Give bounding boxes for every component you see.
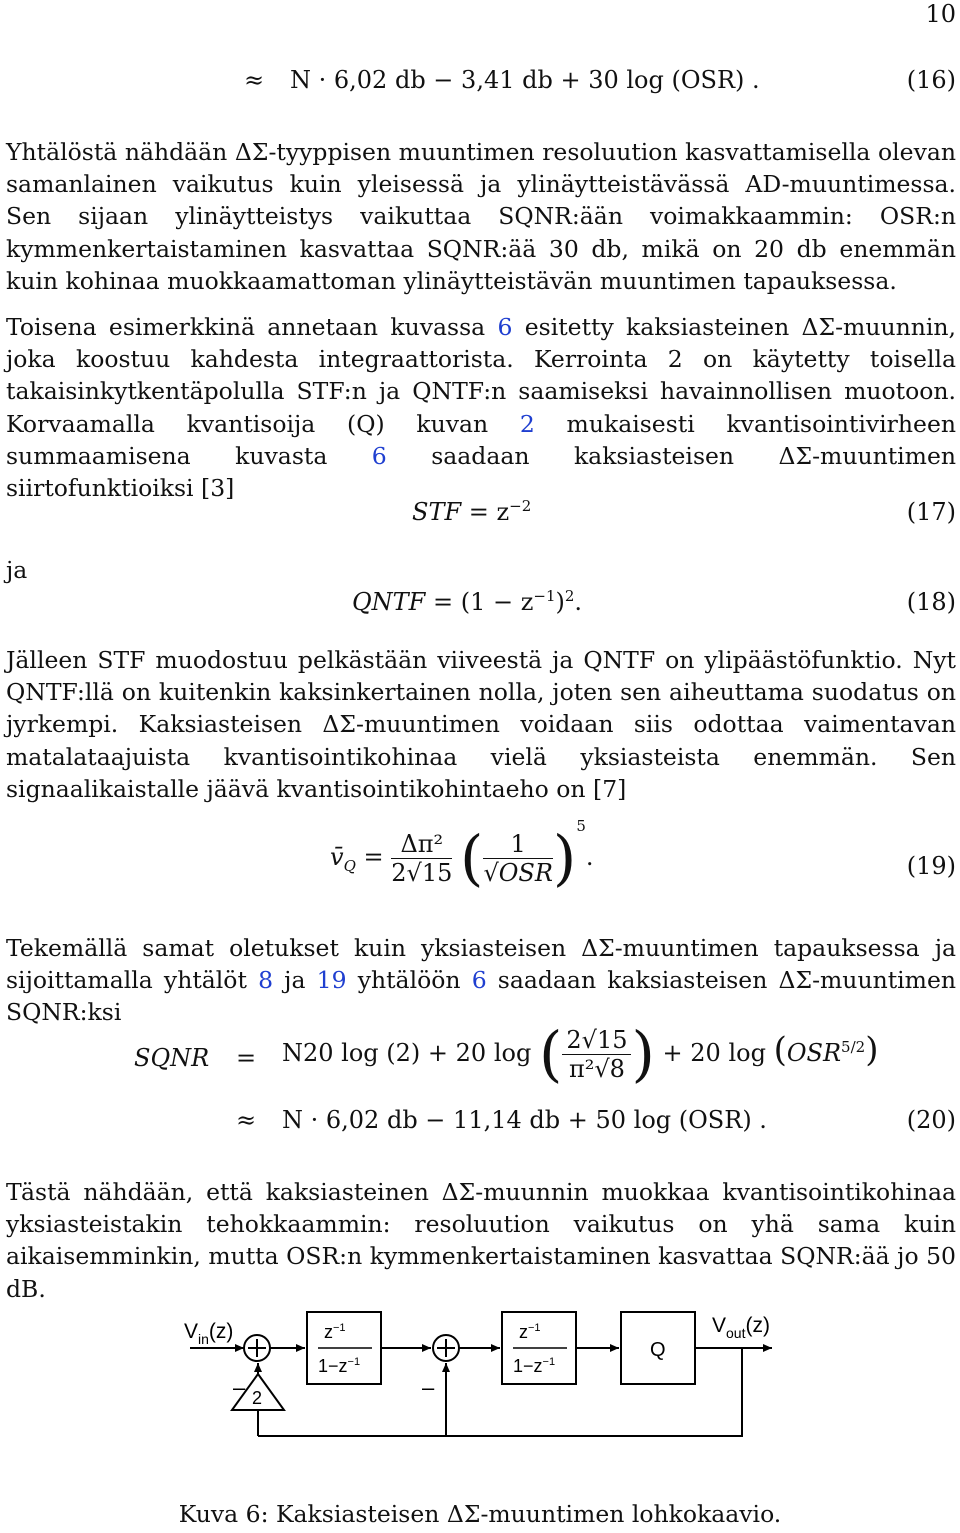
left-paren-2: ( bbox=[538, 1019, 563, 1090]
equation-19 bbox=[0, 817, 956, 912]
sqnr-symbol: SQNR bbox=[134, 1044, 210, 1072]
noise-power-subscript: Q bbox=[343, 856, 356, 875]
integrator-2-block bbox=[502, 1312, 576, 1384]
equation-20-line1 bbox=[282, 1019, 879, 1090]
fraction-osr bbox=[483, 830, 552, 887]
paragraph-4-text-c: yhtälöön bbox=[346, 966, 472, 995]
paragraph-4-text-d: saadaan kaksiasteisen ΔΣ-muuntimen SQNR:ksi bbox=[6, 966, 956, 1027]
eq20-numerator: 2√15 bbox=[562, 1026, 631, 1055]
figure-caption: Kuva 6: Kaksiasteisen ΔΣ-muuntimen lohkokaavio. bbox=[178, 1500, 782, 1528]
equation-17-exponent: −2 bbox=[509, 497, 532, 515]
minus-sign-1: – bbox=[233, 1375, 246, 1400]
right-paren-2: ) bbox=[631, 1019, 655, 1090]
approx-symbol-2: ≈ bbox=[236, 1106, 257, 1134]
vin-label: $V_{in}(z)$ bbox=[184, 1320, 234, 1347]
paragraph-1: Yhtälöstä nähdään ΔΣ-tyyppisen muuntimen resoluution kasvattamisella olevan samanlainen vaikutus kuin yleisessä ja ylinäytteistävässä AD-muuntimessa. Sen sijaan ylinäytteistys vaikuttaa SQNR:ään voimakkaammin: OSR:n kymmenkertaistaminen kasvattaa SQNR:ää 30 db, mikä on 20 db enemmän kuin kohinaa muokkaamattoman ylinäytteistävän muuntimen tapauksessa. bbox=[6, 138, 956, 295]
paragraph-2-text-d: saadaan kaksiasteisen ΔΣ-muuntimen siirtofunktioiksi [3] bbox=[6, 441, 957, 503]
quantizer-block bbox=[621, 1312, 695, 1384]
fraction-numerator: Δπ² bbox=[391, 830, 452, 859]
paragraph-2-text-b: esitetty kaksiasteinen ΔΣ-muunnin, joka koostuu kahdesta integraattorista. Kerrointa 2 on käytetty toisella takaisinkytkentäpolulla STF:n ja QNTF:n saamiseksi havainnollisen muotoon. Korvaamalla kvantisoija (Q) kuvan bbox=[6, 313, 957, 438]
equation-18 bbox=[0, 588, 956, 628]
qntf-symbol: QNTF bbox=[352, 588, 426, 616]
power-exponent: 5 bbox=[576, 817, 586, 835]
ref-figure-2[interactable]: 2 bbox=[519, 409, 535, 438]
equation-18-exp2: 2 bbox=[564, 587, 575, 605]
equation-18-exp1: −1 bbox=[533, 587, 556, 605]
inner-numerator: 1 bbox=[483, 830, 552, 859]
equation-18-close: ) bbox=[555, 588, 565, 616]
equation-18-rhs: = (1 − z bbox=[432, 588, 534, 616]
stf-symbol: STF bbox=[412, 498, 462, 526]
summing-junction-2 bbox=[433, 1335, 459, 1361]
paragraph-4 bbox=[6, 932, 956, 1029]
integrator-2-numerator: $z^{-1}$ bbox=[519, 1322, 541, 1342]
equation-17-body bbox=[412, 498, 531, 526]
equation-16 bbox=[0, 66, 956, 106]
integrator-2-denominator: $1-z^{-1}$ bbox=[513, 1356, 556, 1376]
connector-ja: ja bbox=[6, 556, 28, 584]
equation-19-tail: . bbox=[585, 843, 594, 871]
paragraph-2-text-a: Toisena esimerkkinä annetaan kuvassa bbox=[6, 313, 498, 341]
left-paren: ( bbox=[460, 823, 484, 894]
ref-figure-6b[interactable]: 6 bbox=[371, 441, 387, 470]
integrator-1-block bbox=[307, 1312, 381, 1384]
approx-symbol: ≈ bbox=[244, 66, 265, 94]
equation-19-number: (19) bbox=[906, 852, 956, 880]
equation-20-line2: N · 6,02 db − 11,14 db + 50 log (OSR) . bbox=[282, 1106, 767, 1134]
paragraph-5: Tästä nähdään, että kaksiasteinen ΔΣ-muunnin muokkaa kvantisointikohinaa yksiasteistakin tehokkaammin: resoluution vaikutus on yhä sama kuin aikaisemminkin, mutta OSR:n kymmenkertaistaminen kasvattaa SQNR:ää jo 50 dB. bbox=[6, 1178, 956, 1303]
osr-exponent: 5/2 bbox=[841, 1038, 866, 1056]
paragraph-3: Jälleen STF muodostuu pelkästään viiveestä ja QNTF on ylipäästöfunktio. Nyt QNTF:llä on kuitenkin kaksinkertainen nolla, joten sen aiheuttama suodatus on jyrkempi. Kaksiasteisen ΔΣ-muuntimen voidaan siis odottaa vaimentavan matalataajuista kvantisointikohinaa vielä yksiasteista enemmän. Sen signaalikaistalle jäävä kvantisointikohintaeho on [7] bbox=[6, 646, 956, 803]
fraction-denominator: 2√15 bbox=[391, 859, 453, 887]
equation-16-body: N · 6,02 db − 3,41 db + 30 log (OSR) . bbox=[290, 66, 760, 94]
minus-sign-2: – bbox=[422, 1375, 435, 1400]
fraction-sqrt bbox=[562, 1026, 631, 1083]
osr-symbol: OSR bbox=[786, 1039, 842, 1067]
equation-16-number: (16) bbox=[906, 66, 956, 94]
ref-eq-19[interactable]: 19 bbox=[316, 966, 347, 995]
paragraph-4-text-a: Tekemällä samat oletukset kuin yksiasteisen ΔΣ-muuntimen tapauksessa ja sijoittamalla yhtälöt bbox=[6, 934, 956, 995]
eq20-denominator: π²√8 bbox=[568, 1055, 625, 1083]
paragraph-2-text-c: mukaisesti kvantisointivirheen summaamisena kuvasta bbox=[6, 409, 956, 470]
paragraph-4-text-b: ja bbox=[273, 966, 317, 995]
block-diagram bbox=[0, 1300, 960, 1490]
integrator-1-denominator: $1-z^{-1}$ bbox=[318, 1356, 361, 1376]
equation-18-tail: . bbox=[574, 588, 583, 616]
summing-junction-1 bbox=[244, 1335, 270, 1361]
equals-sign: = bbox=[363, 843, 384, 871]
equation-20-equals: = bbox=[236, 1044, 257, 1072]
paragraph-2 bbox=[6, 311, 956, 504]
equation-19-body bbox=[330, 817, 594, 894]
equation-17-rhs: = z bbox=[468, 498, 510, 526]
integrator-1-numerator: $z^{-1}$ bbox=[324, 1322, 346, 1342]
fraction-delta-pi bbox=[391, 830, 452, 887]
right-paren: ) bbox=[552, 823, 577, 894]
equation-17 bbox=[0, 498, 956, 538]
equation-20-line1-b: + 20 log bbox=[662, 1039, 766, 1067]
equation-17-number: (17) bbox=[906, 498, 956, 526]
noise-power-symbol: v̄ bbox=[330, 843, 344, 871]
left-paren-3: ( bbox=[773, 1030, 787, 1070]
gain-label: 2 bbox=[252, 1388, 263, 1408]
equation-20 bbox=[0, 1020, 956, 1140]
ref-eq-8[interactable]: 8 bbox=[258, 966, 274, 995]
equation-18-body bbox=[352, 588, 582, 616]
page-number: 10 bbox=[925, 0, 956, 28]
equation-20-number: (20) bbox=[906, 1106, 956, 1134]
right-paren-3: ) bbox=[865, 1030, 879, 1070]
equation-20-line1-a: N20 log (2) + 20 log bbox=[282, 1039, 532, 1067]
ref-figure-6[interactable]: 6 bbox=[497, 313, 513, 341]
vout-label: $V_{out}(z)$ bbox=[712, 1314, 770, 1341]
equation-18-number: (18) bbox=[906, 588, 956, 616]
quantizer-label: Q bbox=[650, 1339, 666, 1361]
ref-eq-6[interactable]: 6 bbox=[471, 966, 487, 995]
inner-denominator: √OSR bbox=[483, 859, 553, 887]
